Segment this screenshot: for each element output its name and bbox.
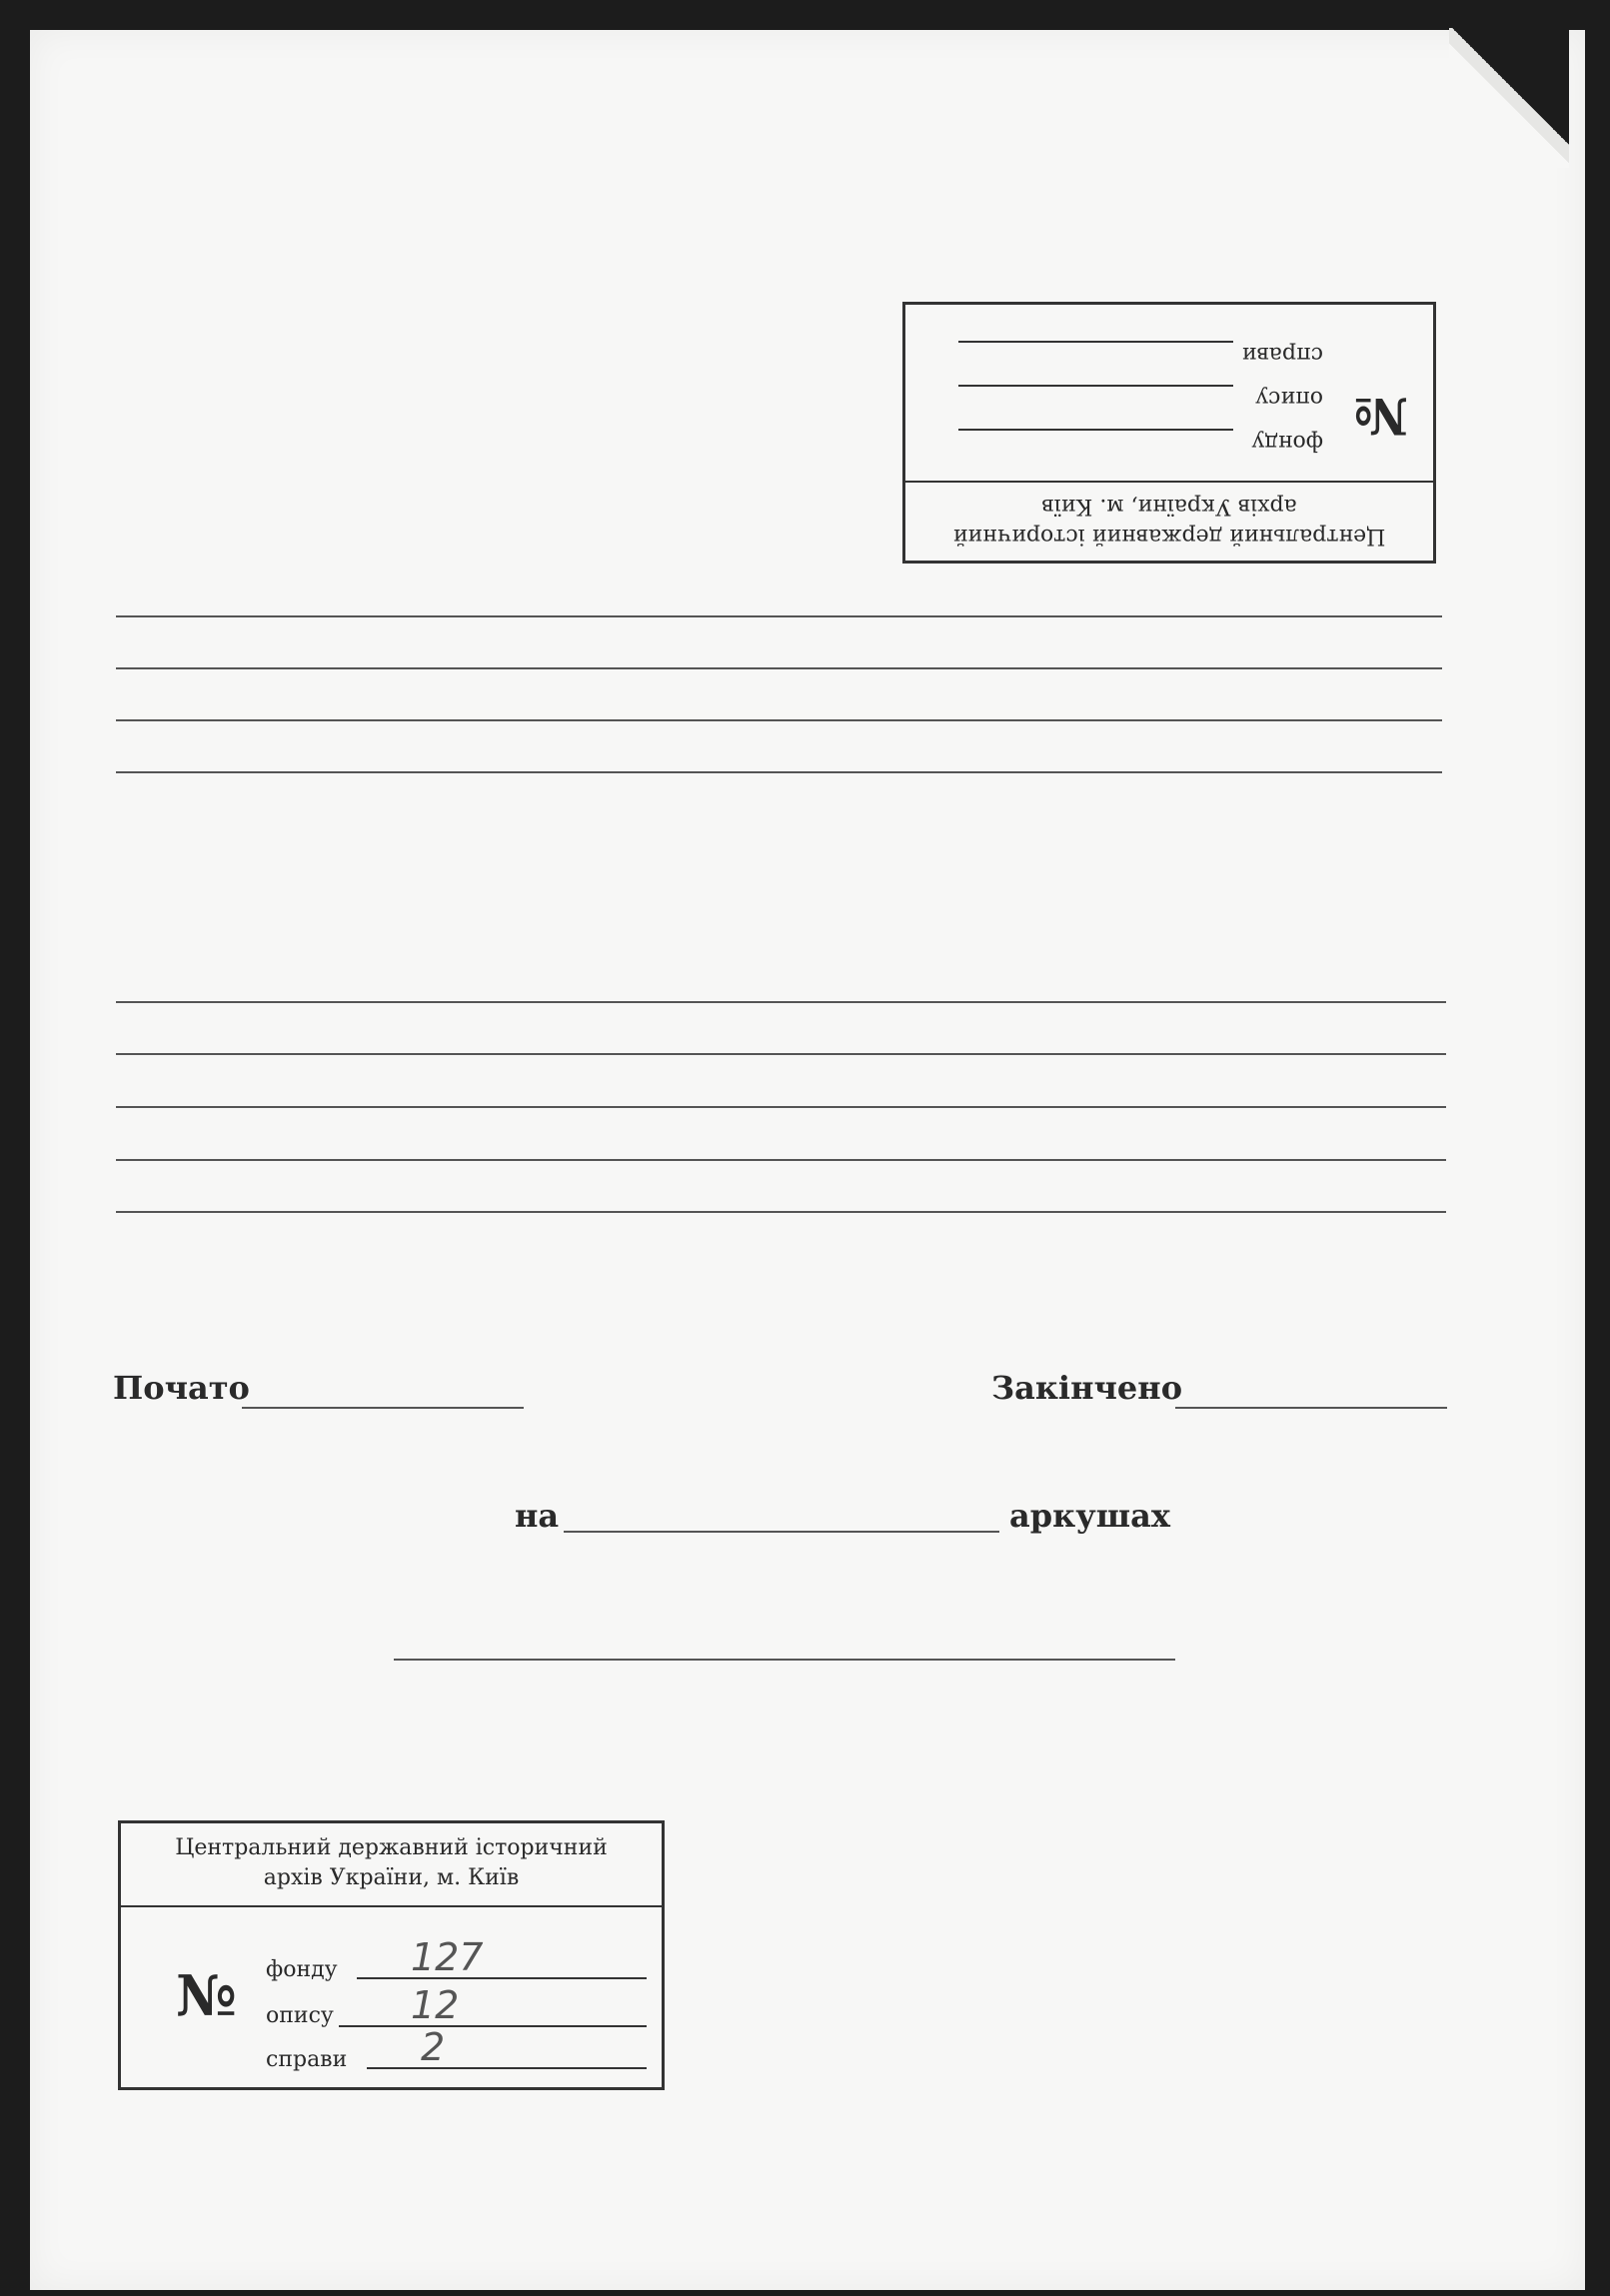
ruled-line [116,1053,1446,1055]
fond-line [357,1947,647,1979]
opys-line [339,1995,647,2027]
ruled-line [116,1159,1446,1161]
stamp-archive-line2: архів України, м. Київ [263,1865,520,1890]
stamp-archive-line1: Центральний державний історичний [952,524,1386,549]
fond-handwritten: 127 [411,1935,484,1979]
number-sign: № [176,1963,237,2029]
fond-label: фонду [266,1957,338,1982]
opys-label: опису [1255,386,1323,411]
ruled-line [116,1211,1446,1213]
stamp-archive-line2: архів України, м. Київ [1041,494,1297,519]
ruled-line [116,719,1442,721]
sheets-label: аркушах [1009,1497,1170,1535]
sprava-handwritten: 2 [421,2025,446,2069]
fond-line [958,429,1233,461]
sprava-label: справи [266,2047,348,2072]
archive-stamp-inverted [902,302,1436,564]
opys-line [958,385,1233,417]
opys-label: опису [266,2003,334,2028]
sprava-line [958,341,1233,373]
ruled-line [116,1106,1446,1108]
ruled-line [116,667,1442,669]
ruled-line [116,1001,1446,1003]
finished-label: Закінчено [991,1369,1183,1407]
signature-line [394,1659,1175,1661]
fond-label: фонду [1251,430,1323,455]
archive-stamp [118,1820,665,2090]
ruled-line [116,615,1442,617]
document-page [30,30,1585,2290]
opys-handwritten: 12 [411,1983,460,2027]
sprava-label: справи [1241,342,1323,367]
on-label: на [515,1497,560,1535]
sheets-line [564,1531,999,1533]
number-sign: № [1353,387,1408,446]
stamp-header [121,1823,662,1907]
finished-line [1175,1407,1447,1409]
started-line [242,1407,524,1409]
ruled-line [116,771,1442,773]
started-label: Початo [113,1369,250,1407]
stamp-archive-line1: Центральний державний історичний [175,1835,608,1860]
stamp-header [905,481,1433,561]
folded-corner [1449,28,1569,168]
sprava-line [367,2037,647,2069]
